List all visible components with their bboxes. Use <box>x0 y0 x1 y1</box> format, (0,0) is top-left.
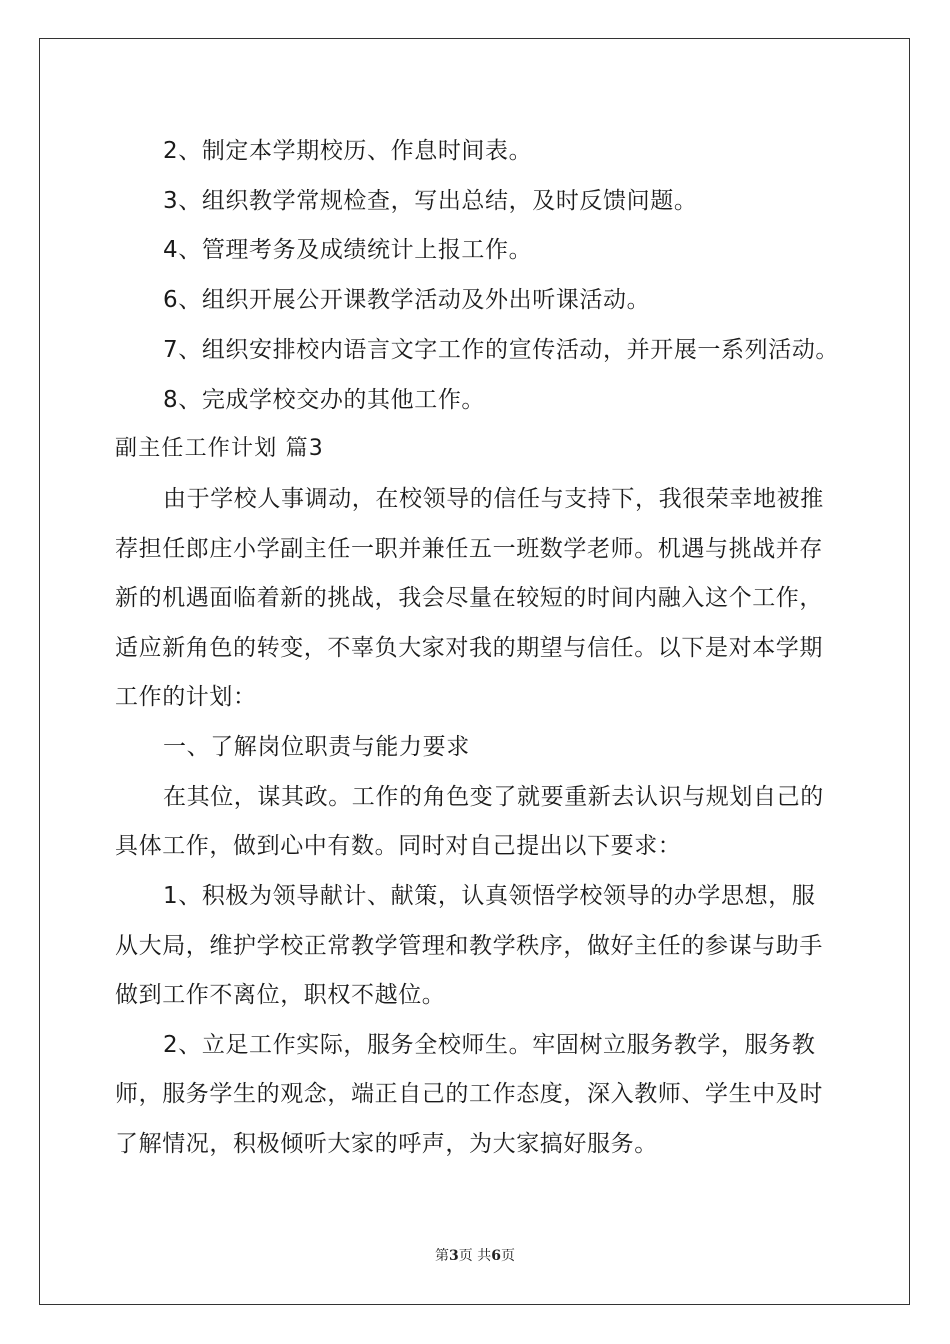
paragraph-line: 了解情况，积极倾听大家的呼声，为大家搞好服务。 <box>115 1131 658 1157</box>
paragraph-line: 从大局，维护学校正常教学管理和教学秩序，做好主任的参谋与助手 <box>115 933 823 959</box>
paragraph-line: 2、立足工作实际，服务全校师生。牢固树立服务教学，服务教 <box>163 1032 816 1058</box>
subheading: 一、了解岗位职责与能力要求 <box>163 734 470 760</box>
list-item: 8、完成学校交办的其他工作。 <box>163 387 486 413</box>
paragraph-line: 1、积极为领导献计、献策，认真领悟学校领导的办学思想，服 <box>163 883 816 909</box>
page-footer <box>0 1247 950 1265</box>
list-item: 3、组织教学常规检查，写出总结，及时反馈问题。 <box>163 188 698 214</box>
footer-suffix: 页 <box>500 1248 515 1264</box>
footer-page-number: 3 <box>449 1248 459 1264</box>
section-title: 副主任工作计划 篇3 <box>115 436 324 461</box>
paragraph-line: 工作的计划： <box>115 684 257 710</box>
footer-middle: 页 共 <box>458 1248 492 1264</box>
paragraph-line: 由于学校人事调动，在校领导的信任与支持下，我很荣幸地被推 <box>163 486 824 512</box>
paragraph-line: 新的机遇面临着新的挑战，我会尽量在较短的时间内融入这个工作， <box>115 585 823 611</box>
paragraph-line: 在其位，谋其政。工作的角色变了就要重新去认识与规划自己的 <box>163 784 824 810</box>
paragraph-line: 适应新角色的转变，不辜负大家对我的期望与信任。以下是对本学期 <box>115 635 823 661</box>
paragraph-line: 荐担任郎庄小学副主任一职并兼任五一班数学老师。机遇与挑战并存 <box>115 536 823 562</box>
paragraph-line: 做到工作不离位，职权不越位。 <box>115 982 446 1008</box>
footer-prefix: 第 <box>435 1248 450 1264</box>
paragraph-line: 师，服务学生的观念，端正自己的工作态度，深入教师、学生中及时 <box>115 1081 823 1107</box>
list-item: 6、组织开展公开课教学活动及外出听课活动。 <box>163 287 651 313</box>
paragraph-line: 具体工作，做到心中有数。同时对自己提出以下要求： <box>115 833 682 859</box>
list-item: 4、管理考务及成绩统计上报工作。 <box>163 237 533 263</box>
list-item: 7、组织安排校内语言文字工作的宣传活动，并开展一系列活动。 <box>163 337 840 363</box>
list-item: 2、制定本学期校历、作息时间表。 <box>163 138 533 164</box>
page-border <box>39 38 910 1305</box>
footer-total-pages: 6 <box>491 1248 501 1264</box>
